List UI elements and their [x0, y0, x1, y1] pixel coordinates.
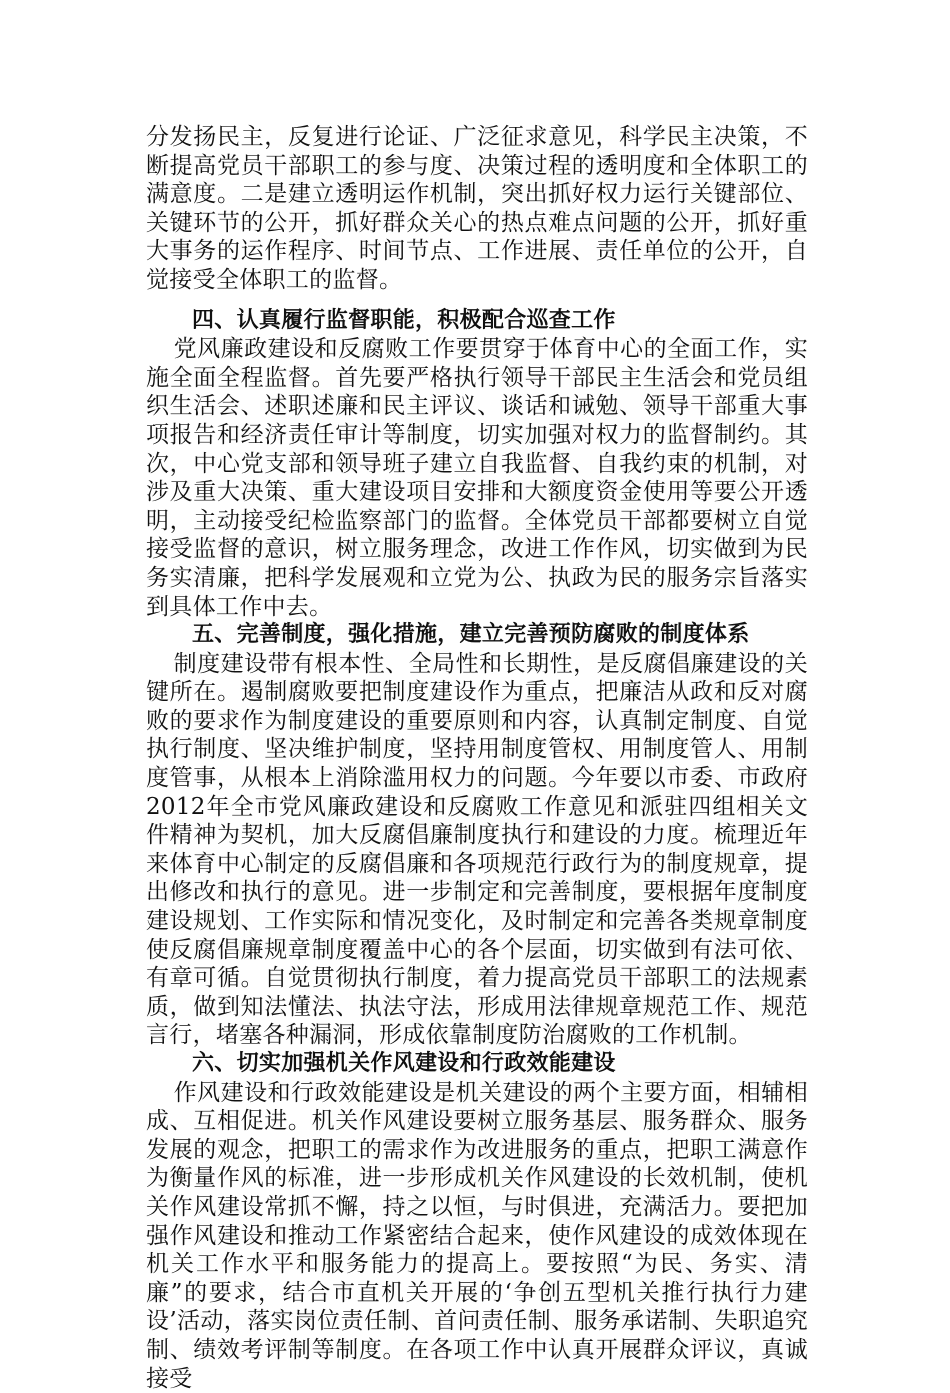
document-body	[146, 123, 808, 1393]
paragraph-intro: 分发扬民主，反复进行论证、广泛征求意见，科学民主决策，不断提高党员干部职工的参与度、决策过程的透明度和全体职工的满意度。二是建立透明运作机制，突出抓好权力运行关键部位、关键环节的公开，抓好群众关心的热点难点问题的公开，抓好重大事务的运作程序、时间节点、工作进展、责任单位的公开，自觉接受全体职工的监督。	[146, 124, 808, 293]
section-heading-5: 五、完善制度，强化措施，建立完善预防腐败的制度体系	[192, 622, 750, 648]
section-heading-6: 六、切实加强机关作风建设和行政效能建设	[192, 1051, 616, 1076]
paragraph-section-6: 作风建设和行政效能建设是机关建设的两个主要方面，相辅相成、互相促进。机关作风建设要树立服务基层、服务群众、服务发展的观念，把职工的需求作为改进服务的重点，把职工满意作为衡量作风的标准，进一步形成机关作风建设的长效机制，使机关作风建设常抓不懈，持之以恒，与时俱进，充满活力。要把加强作风建设和推动工作紧密结合起来，使作风建设的成效体现在机关工作水平和服务能力的提高上。要按照“为民、务实、清廉”的要求，结合市直机关开展的‘争创五型机关推行执行力建设’活动，落实岗位责任制、首问责任制、服务承诺制、失职追究制、绩效考评制等制度。在各项工作中认真开展群众评议，真诚接受	[146, 1079, 808, 1392]
paragraph-section-4: 党风廉政建设和反腐败工作要贯穿于体育中心的全面工作，实施全面全程监督。首先要严格执行领导干部民主生活会和党员组织生活会、述职述廉和民主评议、谈话和诫勉、领导干部重大事项报告和经济责任审计等制度，切实加强对权力的监督制约。其次，中心党支部和领导班子建立自我监督、自我约束的机制，对涉及重大决策、重大建设项目安排和大额度资金使用等要公开透明，主动接受纪检监察部门的监督。全体党员干部都要树立自觉接受监督的意识，树立服务理念，改进工作作风，切实做到为民务实清廉，把科学发展观和立党为公、执政为民的服务宗旨落实到具体工作中去。	[146, 336, 808, 620]
section-heading-4: 四、认真履行监督职能，积极配合巡查工作	[192, 307, 616, 333]
paragraph-section-5: 制度建设带有根本性、全局性和长期性，是反腐倡廉建设的关键所在。遏制腐败要把制度建设作为重点，把廉洁从政和反对腐败的要求作为制度建设的重要原则和内容，认真制定制度、自觉执行制度、坚决维护制度，坚持用制度管权、用制度管人、用制度管事，从根本上消除滥用权力的问题。今年要以市委、市政府2012年全市党风廉政建设和反腐败工作意见和派驻四组相关文件精神为契机，加大反腐倡廉制度执行和建设的力度。梳理近年来体育中心制定的反腐倡廉和各项规范行政行为的制度规章，提出修改和执行的意见。进一步制定和完善制度，要根据年度制度建设规划、工作实际和情况变化，及时制定和完善各类规章制度使反腐倡廉规章制度覆盖中心的各个层面，切实做到有法可依、有章可循。自觉贯彻执行制度，着力提高党员干部职工的法规素质，做到知法懂法、执法守法，形成用法律规章规范工作、规范言行，堵塞各种漏洞，形成依靠制度防治腐败的工作机制。	[146, 650, 808, 1049]
spacer	[146, 295, 808, 307]
